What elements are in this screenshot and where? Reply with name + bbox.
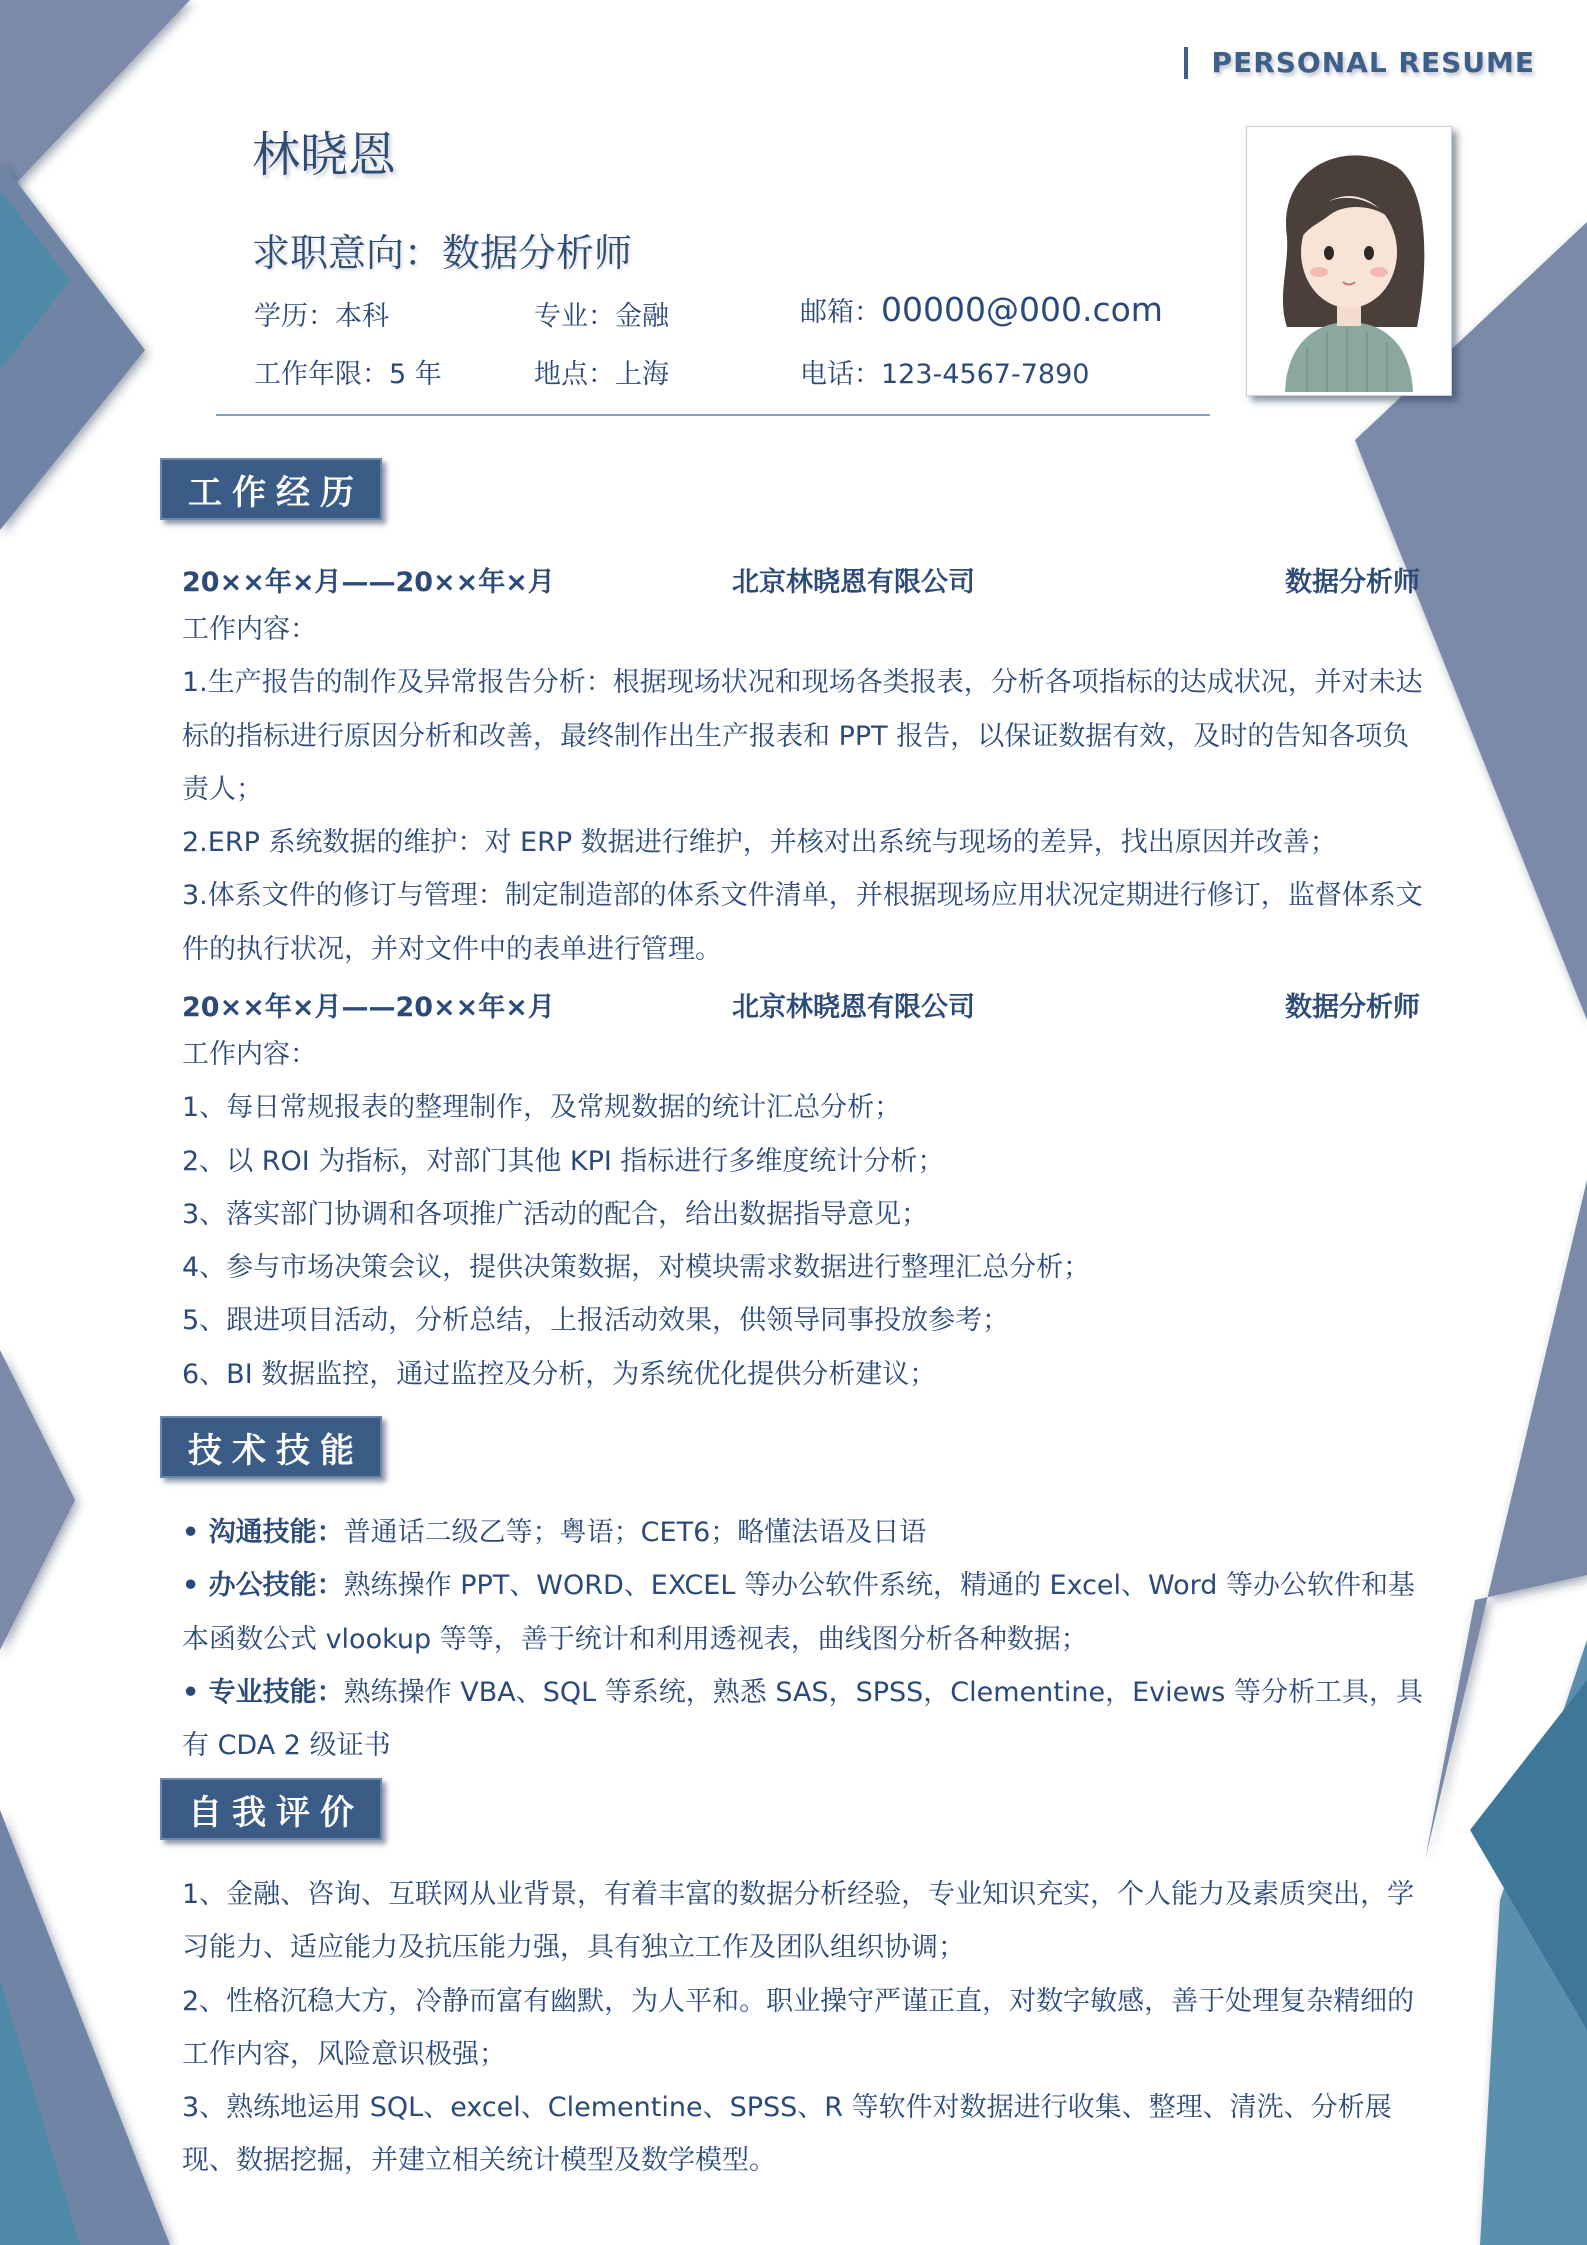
- info-email-value: 00000@000.com: [881, 290, 1163, 329]
- section-title-work-text: 工作经历: [188, 472, 364, 513]
- deco-top-left-slate: [0, 0, 190, 200]
- job-1-line: 1.生产报告的制作及异常报告分析：根据现场状况和现场各类报表，分析各项指标的达成状况，并对未达标的指标进行原因分析和改善，最终制作出生产报表和 PPT 报告，以保证数据有效，及时的告知各项负责人；: [182, 667, 1423, 805]
- skill-bullet: •: [182, 1570, 209, 1602]
- section-title-skills: [160, 1416, 382, 1478]
- job-header-1: [182, 560, 1420, 600]
- self-line: 2、性格沉稳大方，冷静而富有幽默，为人平和。职业操守严谨正直，对数字敏感，善于处理复杂精细的工作内容，风险意识极强；: [182, 1985, 1415, 2070]
- job-1-line: 工作内容：: [182, 614, 317, 645]
- skill-label: 沟通技能：: [208, 1517, 344, 1548]
- info-email: [800, 290, 1163, 329]
- job-2-line: 6、BI 数据监控，通过监控及分析，为系统优化提供分析建议；: [182, 1358, 937, 1390]
- section-title-self: [160, 1778, 382, 1840]
- resume-tag: [1184, 46, 1535, 79]
- skill-text: 普通话二级乙等；粤语；CET6；略懂法语及日语: [343, 1517, 927, 1548]
- job-2-line: 3、落实部门协调和各项推广活动的配合，给出数据指导意见；: [182, 1198, 929, 1230]
- info-email-label: 邮箱：: [800, 297, 881, 328]
- skill-label: 办公技能：: [208, 1570, 344, 1602]
- deco-left-mid: [0, 1350, 75, 1650]
- candidate-name: 林晓恩: [252, 127, 397, 183]
- skill-bullet: •: [182, 1517, 209, 1548]
- section-title-self-text: 自我评价: [188, 1792, 364, 1833]
- job-1-details: [182, 603, 1430, 976]
- job-1-company: 北京林晓恩有限公司: [732, 567, 975, 598]
- skill-item: [182, 1559, 1430, 1666]
- job-2-line: 工作内容：: [182, 1039, 317, 1070]
- job-1-date: 20××年×月——20××年×月: [182, 567, 555, 598]
- tag-text: PERSONAL RESUME: [1211, 46, 1535, 79]
- self-line: 1、金融、咨询、互联网从业背景，有着丰富的数据分析经验，专业知识充实，个人能力及素质突出，学习能力、适应能力及抗压能力强，具有独立工作及团队组织协调；: [182, 1879, 1415, 1964]
- skill-label: 专业技能：: [208, 1676, 344, 1708]
- avatar-illustration-icon: [1247, 127, 1451, 395]
- job-1-line: 3.体系文件的修订与管理：制定制造部的体系文件清单，并根据现场应用状况定期进行修订，监督体系文件的执行状况，并对文件中的表单进行管理。: [182, 880, 1423, 965]
- avatar: [1246, 126, 1452, 396]
- skill-text: 熟练操作 PPT、WORD、EXCEL 等办公软件系统，精通的 Excel、Word 等办公软件和基本函数公式 vlookup 等等，善于统计和利用透视表，曲线图分析各种数据；: [182, 1570, 1416, 1655]
- skill-text: 熟练操作 VBA、SQL 等系统，熟悉 SAS，SPSS，Clementine，Eviews 等分析工具，具有 CDA 2 级证书: [182, 1676, 1423, 1762]
- info-phone: 电话：123-4567-7890: [800, 359, 1090, 390]
- job-2-company: 北京林晓恩有限公司: [732, 992, 975, 1023]
- section-title-skills-text: 技术技能: [188, 1430, 364, 1471]
- header-divider: [216, 414, 1210, 416]
- info-location: 地点：上海: [534, 359, 669, 390]
- section-title-work: [160, 458, 382, 520]
- deco-top-left-large: [0, 160, 145, 530]
- tag-bar: [1184, 47, 1188, 79]
- job-2-line: 1、每日常规报表的整理制作，及常规数据的统计汇总分析；: [182, 1092, 902, 1124]
- job-1-line: 2.ERP 系统数据的维护：对 ERP 数据进行维护，并核对出系统与现场的差异，找出原因并改善；: [182, 827, 1337, 859]
- skill-bullet: •: [182, 1676, 209, 1708]
- skill-item: [182, 1506, 1430, 1559]
- job-2-line: 2、以 ROI 为指标，对部门其他 KPI 指标进行多维度统计分析；: [182, 1145, 945, 1177]
- job-2-line: 5、跟进项目活动，分析总结，上报活动效果，供领导同事投放参考；: [182, 1305, 1010, 1337]
- self-line: 3、熟练地运用 SQL、excel、Clementine、SPSS、R 等软件对数据进行收集、整理、清洗、分析展现、数据挖掘，并建立相关统计模型及数学模型。: [182, 2092, 1392, 2177]
- skill-item: [182, 1666, 1430, 1773]
- self-evaluation: [182, 1868, 1430, 2188]
- info-education: 学历：本科: [254, 301, 389, 332]
- info-major: 专业：金融: [534, 301, 669, 332]
- job-2-line: 4、参与市场决策会议，提供决策数据，对模块需求数据进行整理汇总分析；: [182, 1252, 1091, 1284]
- skills-list: [182, 1506, 1430, 1772]
- job-1-role: 数据分析师: [1285, 567, 1420, 598]
- job-intent: 求职意向：数据分析师: [252, 231, 633, 275]
- job-2-details: [182, 1028, 1430, 1401]
- job-2-date: 20××年×月——20××年×月: [182, 992, 555, 1023]
- info-years: 工作年限：5 年: [254, 359, 442, 390]
- job-2-role: 数据分析师: [1285, 992, 1420, 1023]
- job-header-2: [182, 985, 1420, 1025]
